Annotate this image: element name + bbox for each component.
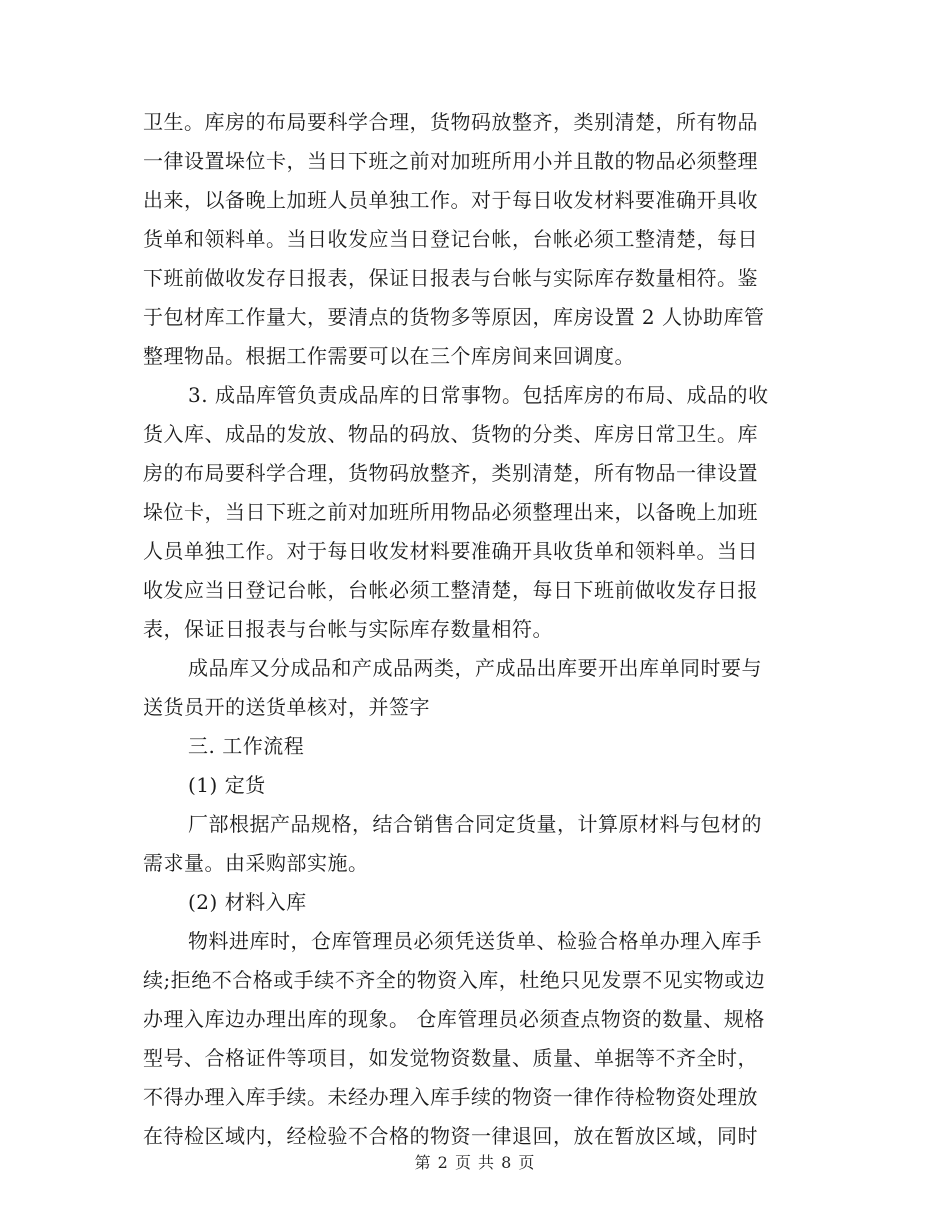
text-line: 物料进库时，仓库管理员必须凭送货单、检验合格单办理入库手 bbox=[188, 929, 762, 953]
text-line: 需求量。由采购部实施。 bbox=[143, 851, 369, 875]
document-body bbox=[143, 103, 805, 1156]
text-line: 收发应当日登记台帐，台帐必须工整清楚，每日下班前做收发存日报 bbox=[143, 578, 758, 602]
subsection-heading: (1) 定货 bbox=[188, 773, 266, 797]
text-line: 在待检区域内，经检验不合格的物资一律退回，放在暂放区域，同时 bbox=[143, 1124, 758, 1148]
text-line: 出来，以备晚上加班人员单独工作。对于每日收发材料要准确开具收 bbox=[143, 188, 758, 212]
text-line: 下班前做收发存日报表，保证日报表与台帐与实际库存数量相符。鉴 bbox=[143, 266, 758, 290]
page-number: 第 2 页 共 8 页 bbox=[414, 1153, 536, 1172]
text-line: 整理物品。根据工作需要可以在三个库房间来回调度。 bbox=[143, 344, 635, 368]
text-line: 3. 成品库管负责成品库的日常事物。包括库房的布局、成品的收 bbox=[188, 383, 769, 407]
text-line: 人员单独工作。对于每日收发材料要准确开具收货单和领料单。当日 bbox=[143, 539, 758, 563]
text-line: 办理入库边办理出库的现象。 仓库管理员必须查点物资的数量、规格 bbox=[143, 1007, 765, 1031]
subsection-heading: (2) 材料入库 bbox=[188, 890, 307, 914]
text-line: 成品库又分成品和产成品两类，产成品出库要开出库单同时要与 bbox=[188, 656, 762, 680]
text-line: 卫生。库房的布局要科学合理，货物码放整齐，类别清楚，所有物品 bbox=[143, 110, 758, 134]
text-line: 表，保证日报表与台帐与实际库存数量相符。 bbox=[143, 617, 553, 641]
text-line: 送货员开的送货单核对，并签字 bbox=[143, 695, 430, 719]
text-line: 于包材库工作量大，要清点的货物多等原因，库房设置 2 人协助库管 bbox=[143, 305, 765, 329]
text-line: 垛位卡，当日下班之前对加班所用物品必须整理出来，以备晚上加班 bbox=[143, 500, 758, 524]
text-line: 不得办理入库手续。未经办理入库手续的物资一律作待检物资处理放 bbox=[143, 1085, 758, 1109]
text-line: 厂部根据产品规格，结合销售合同定货量，计算原材料与包材的 bbox=[188, 812, 762, 836]
text-line: 一律设置垛位卡，当日下班之前对加班所用小并且散的物品必须整理 bbox=[143, 149, 758, 173]
text-line: 货单和领料单。当日收发应当日登记台帐，台帐必须工整清楚，每日 bbox=[143, 227, 758, 251]
text-line: 房的布局要科学合理，货物码放整齐，类别清楚，所有物品一律设置 bbox=[143, 461, 758, 485]
text-line: 型号、合格证件等项目，如发觉物资数量、质量、单据等不齐全时， bbox=[143, 1046, 758, 1070]
text-line: 货入库、成品的发放、物品的码放、货物的分类、库房日常卫生。库 bbox=[143, 422, 758, 446]
section-heading: 三. 工作流程 bbox=[188, 734, 305, 758]
text-line: 续;拒绝不合格或手续不齐全的物资入库，杜绝只见发票不见实物或边 bbox=[143, 968, 766, 992]
